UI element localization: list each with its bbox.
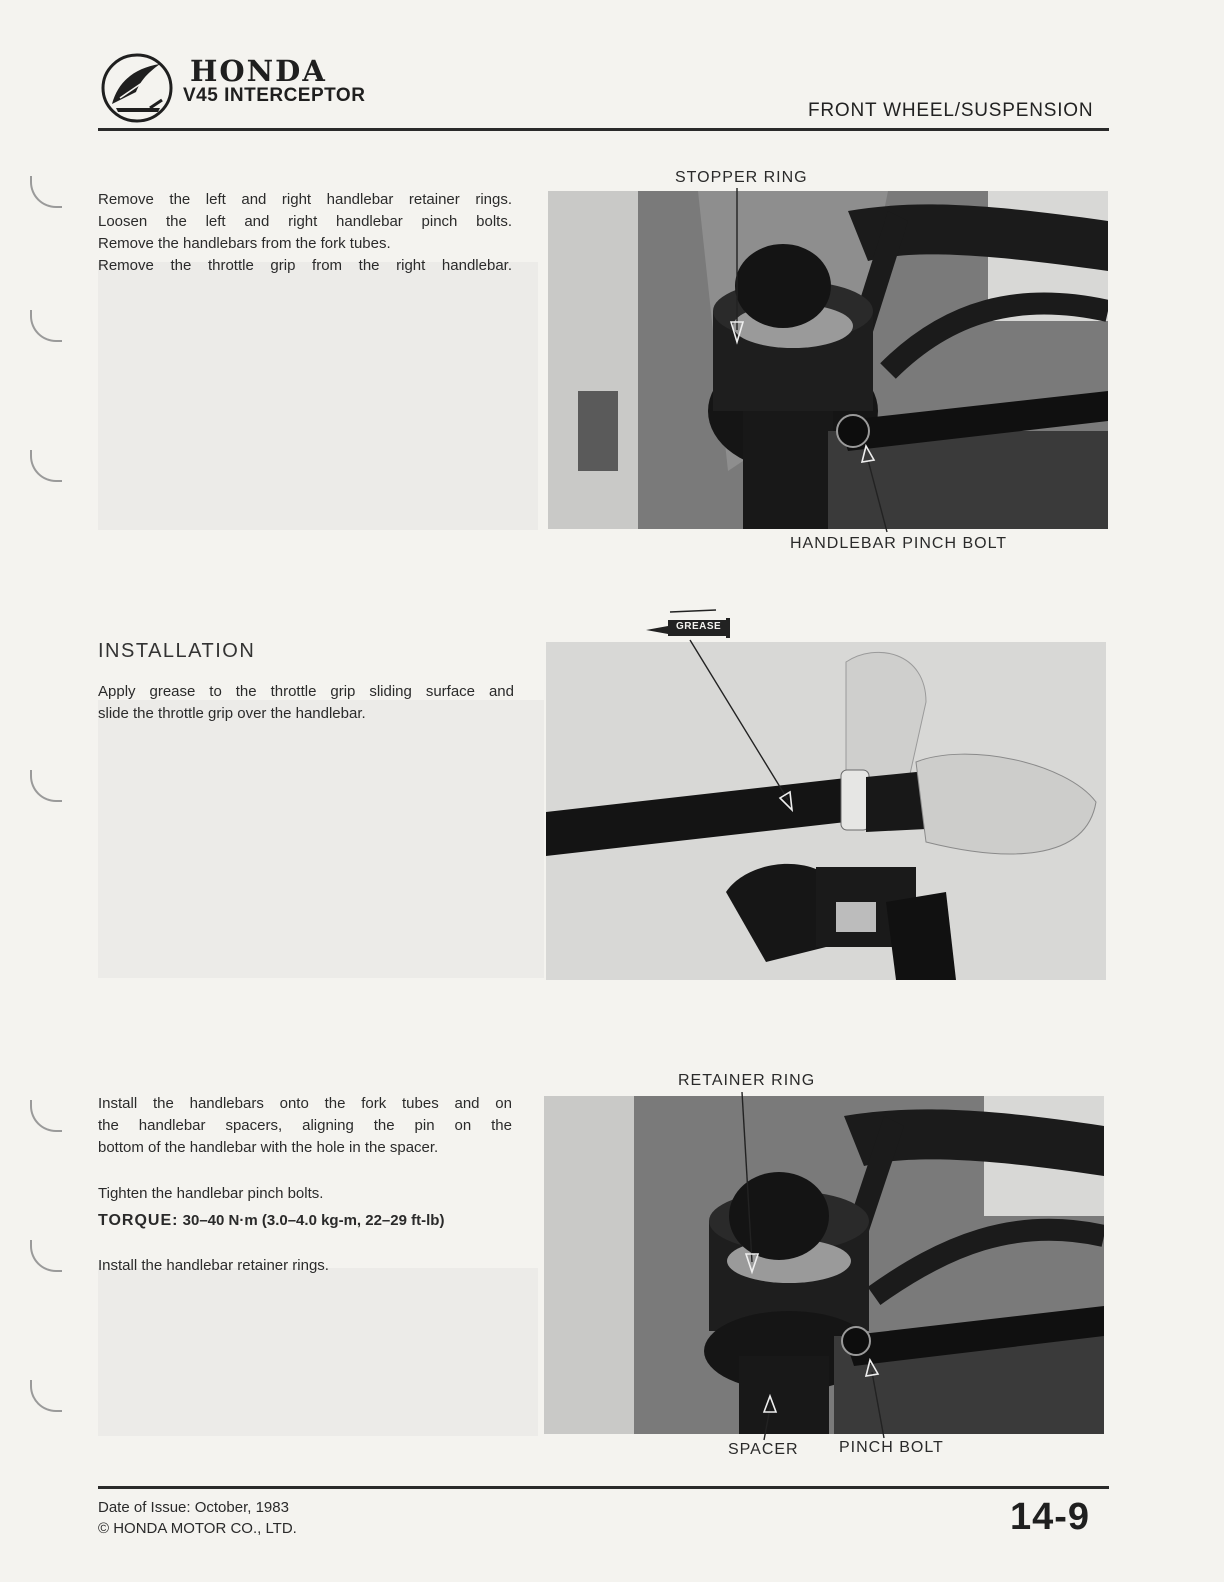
photo-throttle-grip-installation [546,642,1106,980]
binder-hole [30,770,62,802]
text-line: Remove the throttle grip from the right handlebar. [98,257,512,274]
photo-handlebar-installation [544,1096,1104,1434]
copyright: © HONDA MOTOR CO., LTD. [98,1520,297,1537]
grease-label: GREASE [676,621,722,632]
callout-retainer-ring: RETAINER RING [678,1072,816,1089]
page-number: 14-9 [1010,1496,1091,1538]
grease-instructions [98,681,514,725]
text-line: Apply grease to the throttle grip sliding surface and [98,683,514,700]
removal-instructions [98,189,512,277]
text-line: Loosen the left and right handlebar pinch bolts. [98,213,512,230]
install-handlebar-instructions [98,1093,512,1159]
text-line: Remove the handlebars from the fork tubes. [98,235,391,252]
grease-symbol [646,608,732,638]
binder-hole [30,1240,62,1272]
footer-rule [98,1486,1109,1489]
torque-label: TORQUE: [98,1212,179,1229]
text-line: slide the throttle grip over the handlebar. [98,705,366,722]
ghost-sheet-mid [98,700,544,978]
torque-spec [98,1212,444,1230]
text-line: the handlebar spacers, aligning the pin on the [98,1117,512,1134]
callout-handlebar-pinch-bolt: HANDLEBAR PINCH BOLT [790,535,1008,552]
torque-value: 30–40 N·m (3.0–4.0 kg-m, 22–29 ft-lb) [182,1212,445,1229]
binder-hole [30,1380,62,1412]
brand-wordmark: HONDA [190,54,327,88]
binder-hole [30,450,62,482]
honda-wing-logo [100,52,174,124]
text-line: bottom of the handlebar with the hole in the spacer. [98,1139,439,1156]
header-rule [98,128,1109,131]
model-name: V45 INTERCEPTOR [183,85,366,106]
callout-stopper-ring: STOPPER RING [675,169,808,186]
tighten-instruction: Tighten the handlebar pinch bolts. [98,1185,324,1202]
callout-spacer: SPACER [728,1441,799,1458]
text-line: Remove the left and right handlebar retainer rings. [98,191,512,208]
ghost-sheet-top [98,262,538,530]
installation-heading: INSTALLATION [98,640,256,662]
section-title: FRONT WHEEL/SUSPENSION [808,100,1094,121]
text-line: Install the handlebars onto the fork tubes and on [98,1095,512,1112]
issue-date: Date of Issue: October, 1983 [98,1499,289,1516]
install-rings-instruction: Install the handlebar retainer rings. [98,1257,329,1274]
photo-handlebar-removal [548,191,1108,529]
binder-hole [30,176,62,208]
ghost-sheet-bottom [98,1268,538,1436]
binder-hole [30,310,62,342]
footer-info [98,1497,297,1539]
binder-hole [30,1100,62,1132]
callout-pinch-bolt: PINCH BOLT [839,1439,944,1456]
